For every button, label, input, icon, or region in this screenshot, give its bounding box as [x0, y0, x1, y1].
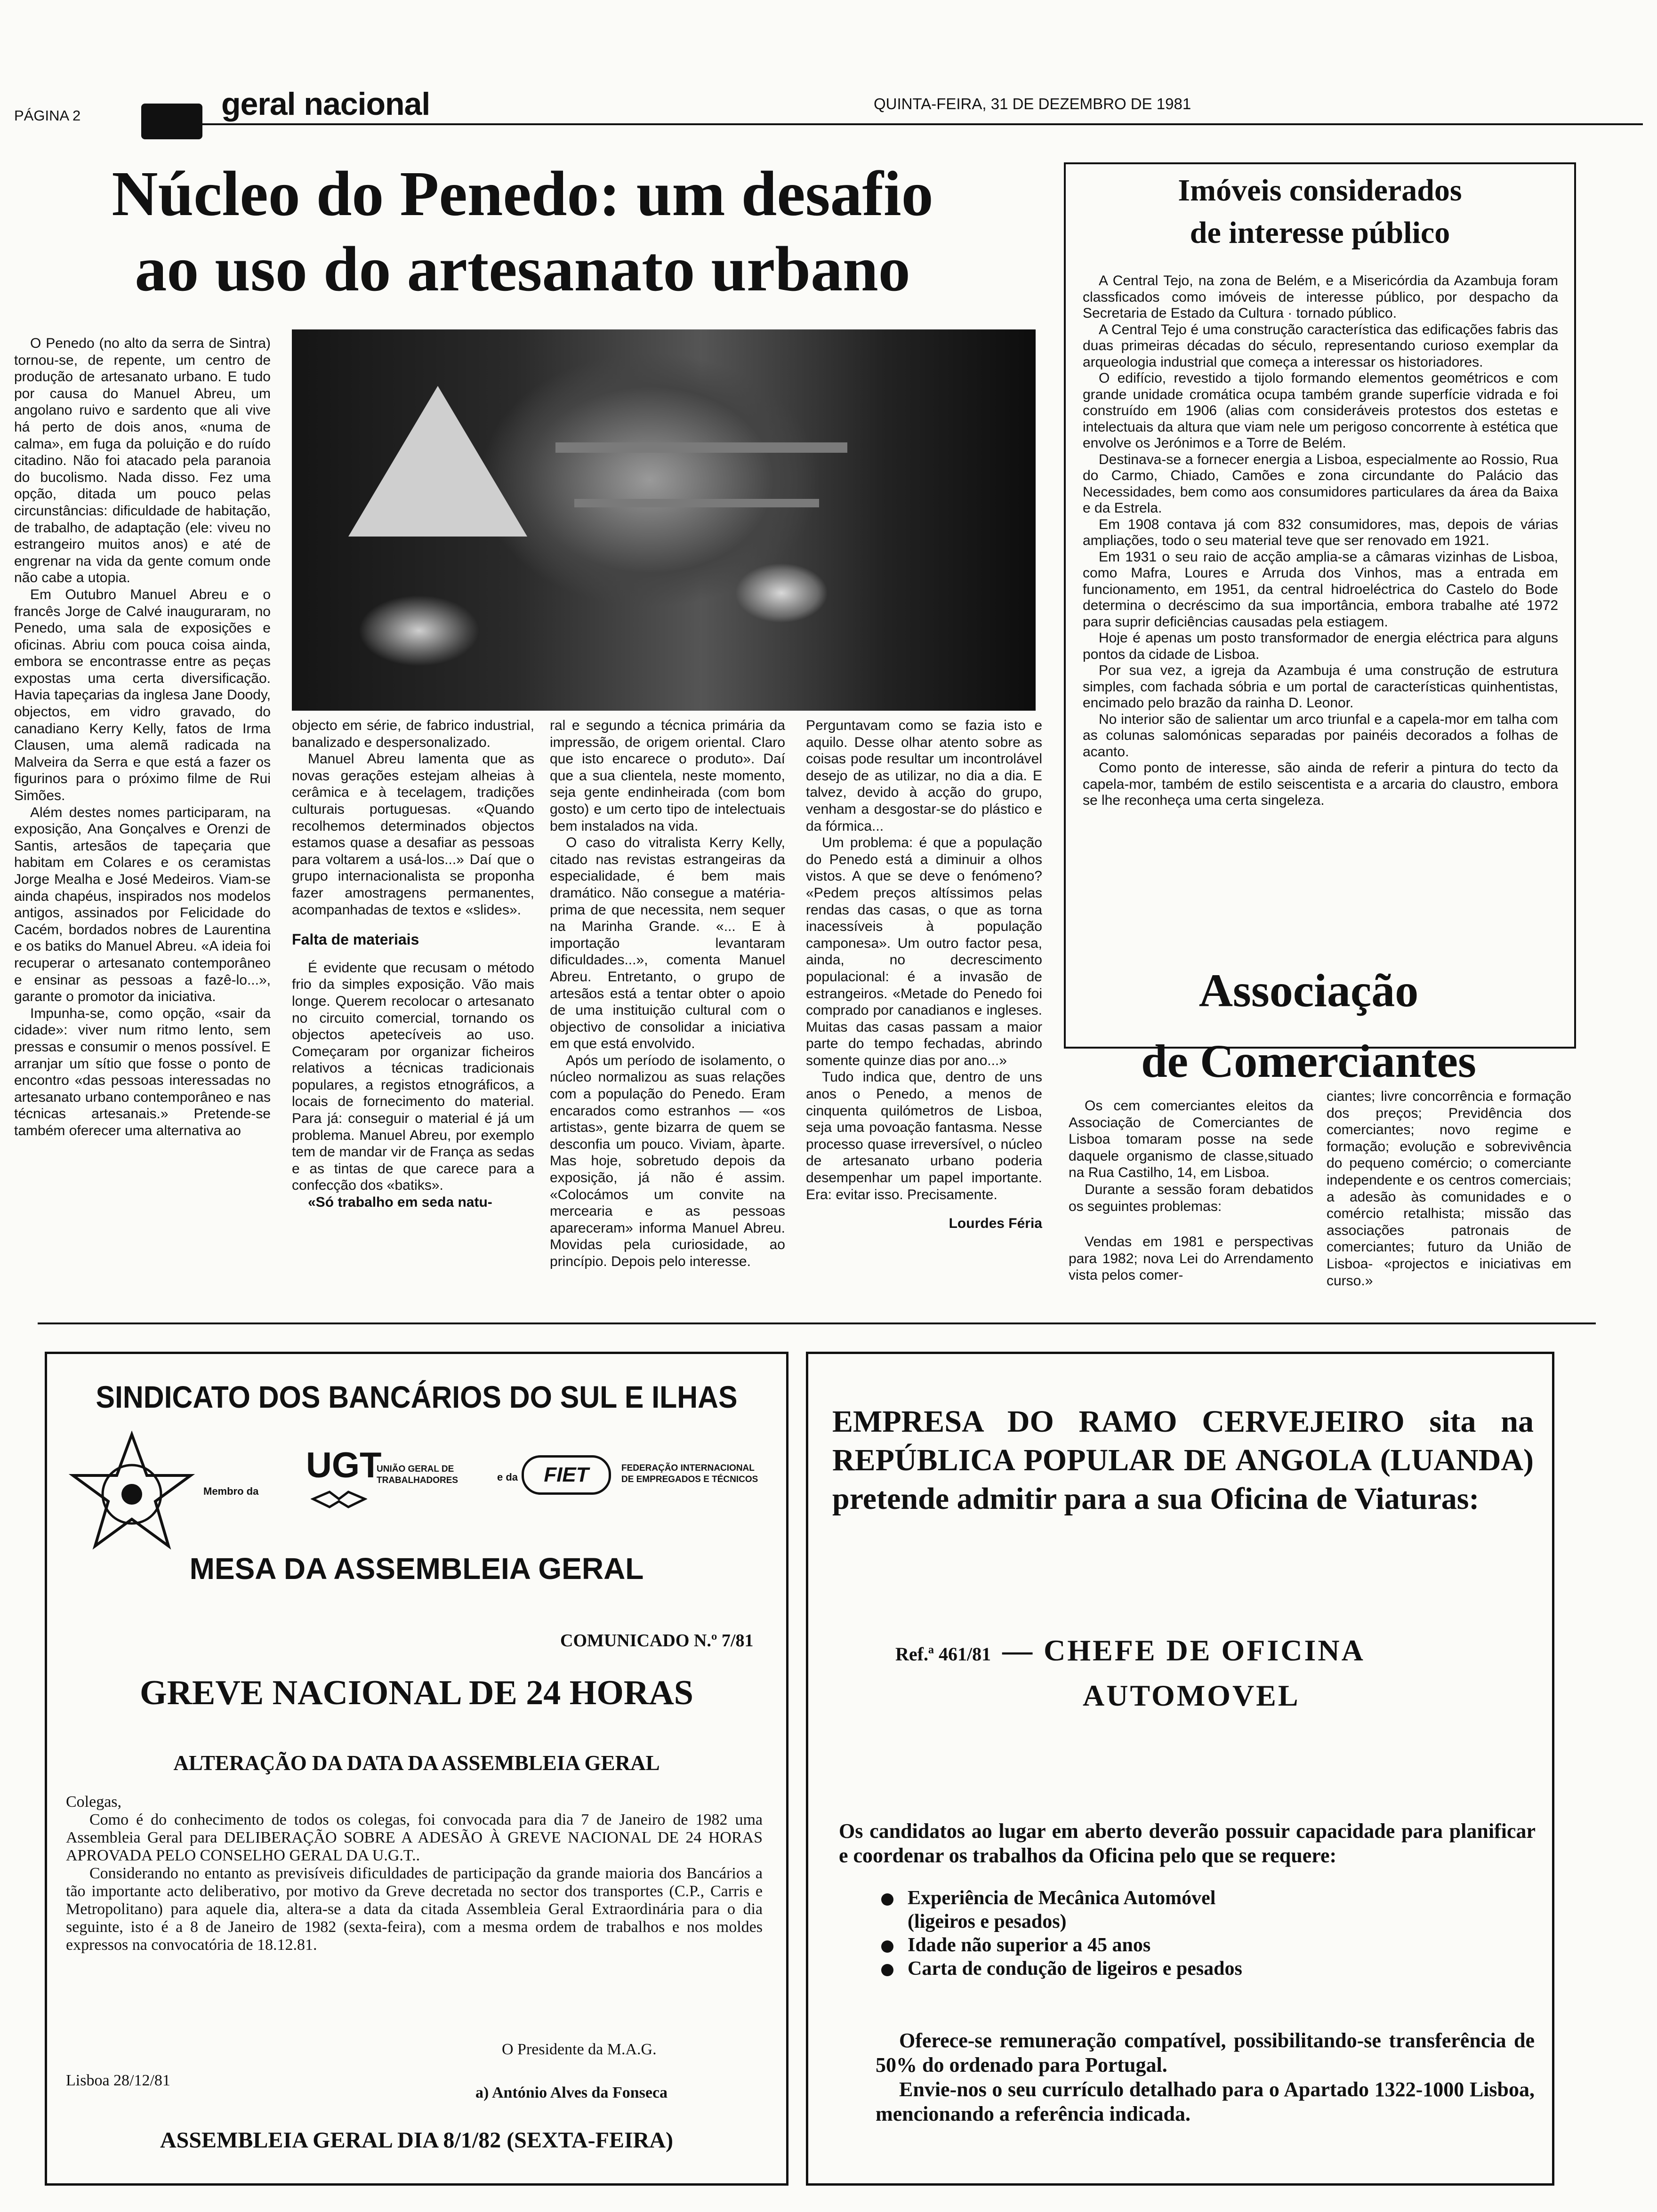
- requirement-item: [881, 1886, 1242, 1910]
- article-column-3: [550, 717, 785, 1270]
- paragraph: Um problema: é que a população do Penedo está a diminuir a olhos vistos. A que se deve o fenómeno? «Pedem preços altíssimos pelas rendas das casas, o que as torna inacessíveis à população camponesa». Um outro factor pesa, ainda, no decrescimento populacional: é a invasão de estrangeiros. «Metade do Penedo foi comprado por canadianos e ingleses. Muitas das casas passam a maior parte do tempo fechadas, abrindo somente quinze dias por ano...»: [806, 835, 1042, 1068]
- associacao-title: [1064, 955, 1553, 1097]
- sindicato-title: SINDICATO DOS BANCÁRIOS DO SUL E ILHAS: [96, 1379, 738, 1414]
- page-number: PÁGINA 2: [14, 107, 81, 124]
- paragraph: Perguntavam como se fazia isto e aquilo. Desse olhar atento sobre as coisas pode resultar um incontrolável desejo de as utilizar, no dia a dia. E talvez, devido à acção do grupo, venham a desgostar-se do plástico e da fórmica...: [806, 718, 1042, 834]
- article-column-2: [292, 717, 534, 1211]
- section-rule: [38, 1322, 1596, 1324]
- paragraph: Considerando no entanto as previsíveis dificuldades de participação da grande maioria dos Bancários a tão importante acto deliberativo, por motivo da Greve decretada no sector dos transportes (C.P., Carris e Metropolitano) para aquele dia, altera-se a data da citada Assembleia Geral Extraordinária para o dia seguinte, isto é a 8 de Janeiro de 1982 (sexta-feira), com a mesma ordem de trabalhos e nos moldes expressos na convocatória de 18.12.81.: [66, 1865, 763, 1954]
- paragraph: Por sua vez, a igreja da Azambuja é uma construção de estrutura simples, com fachada sóbria e um portal de características quinhentistas, encimado pelo brazão da rainha D. Leonor.: [1083, 663, 1558, 711]
- empresa-intro: Os candidatos ao lugar em aberto deverão possuir capacidade para planificar e coordenar os trabalhos da Oficina pelo que se requere:: [839, 1819, 1536, 1867]
- paragraph: Em 1931 o seu raio de acção amplia-se a câmaras vizinhas de Lisboa, como Mafra, Loures e Arruda dos Vinhos, mas a entrada em funcionamento, em 1951, da central hidroeléctrica do Castelo do Bode determina o decréscimo da sua importância, embora trabalhe até 1972 para suprir deficiências causadas pela estiagem.: [1083, 549, 1558, 630]
- paragraph: Como ponto de interesse, são ainda de referir a pintura do tecto da capela-mor, também de estilo seiscentista e a arcaria do claustro, embora se lhe reconheça uma certa singeleza.: [1083, 760, 1558, 808]
- requirement-text: (ligeiros e pesados): [908, 1911, 1067, 1932]
- fiet-label: FIET: [544, 1463, 589, 1486]
- sindicato-footer: ASSEMBLEIA GERAL DIA 8/1/82 (SEXTA-FEIRA): [160, 2128, 673, 2153]
- ugt-subtitle: [377, 1464, 458, 1486]
- paragraph: No interior são de salientar um arco triunfal e a capela-mor em talha com as colunas salomónicas separadas por painéis decorados a folhas de acanto.: [1083, 711, 1558, 760]
- paragraph: Hoje é apenas um posto transformador de energia eléctrica para alguns pontos da cidade de Lisboa.: [1083, 630, 1558, 662]
- associacao-column-1: [1069, 1098, 1313, 1284]
- alteracao-title: ALTERAÇÃO DA DATA DA ASSEMBLEIA GERAL: [173, 1751, 660, 1775]
- comunicado: COMUNICADO N.º 7/81: [560, 1631, 754, 1651]
- requirement-item: [881, 1933, 1242, 1957]
- paragraph: Como é do conhecimento de todos os colegas, foi convocada para dia 7 de Janeiro de 1982 uma Assembleia Geral para DELIBERAÇÃO SOBRE A ADESÃO À GREVE NACIONAL DE 24 HORAS APROVADA PELO CONSELHO GERAL DA U.G.T..: [66, 1811, 763, 1864]
- paragraph: ral e segundo a técnica primária da impressão, de origem oriental. Claro que isto encarece o produto». Daí que a sua clientela, neste momento, seja gente endinheirada (com bom gosto) e um certo tipo de intelectuais bem instalados na vida.: [550, 718, 785, 834]
- requirement-text: Carta de condução de ligeiros e pesados: [908, 1958, 1242, 1980]
- sindicato-star-logo: [66, 1431, 198, 1553]
- mesa-title: MESA DA ASSEMBLEIA GERAL: [189, 1552, 644, 1586]
- paragraph: Em 1908 contava já com 832 consumidores, mas, depois de várias ampliações, todo o seu material teve que ser renovado em 1921.: [1083, 516, 1558, 548]
- paragraph: Vendas em 1981 e perspectivas para 1982; nova Lei do Arrendamento vista pelos comer-: [1069, 1234, 1313, 1283]
- sindicato-body: [66, 1793, 763, 1954]
- subhead: Falta de materiais: [292, 931, 419, 948]
- paragraph: «Só trabalho em seda natu-: [308, 1194, 492, 1210]
- position-title-2: AUTOMOVEL: [1083, 1679, 1300, 1712]
- empresa-headline: EMPRESA DO RAMO CERVEJEIRO sita na REPÚBLICA POPULAR DE ANGOLA (LUANDA) pretende admitir para a sua Oficina de Viaturas:: [832, 1404, 1534, 1516]
- paragraph: O Penedo (no alto da serra de Sintra) tornou-se, de repente, um centro de produção de artesanato urbano. E tudo por causa do Manuel Abreu, um angolano ruivo e sardento que ali vive há perto de dois anos, «numa de calma», em fuga da poluição e do ruído citadino. Não foi atacado pela paranoia do bucolismo. Nada disso. Fez uma opção, ditada um pouco pelas circunstâncias: dificuldade de habitação, de trabalho, de adaptação (ele: viveu no estrangeiro muitos anos) e até de engrenar na vida da gente comum onde não cabe a utopia.: [14, 336, 271, 586]
- empresa-ref: [895, 1633, 1365, 1668]
- paragraph: Em Outubro Manuel Abreu e o francês Jorge de Calvé inauguraram, no Penedo, uma sala de exposições e oficinas. Abriu com pouca coisa ainda, embora se encontrasse entre as peças expostas uma certa diversificação. Havia tapeçarias da inglesa Jane Doody, objectos, em vidro gravado, do canadiano Kerry Kelly, fatos de Irma Clausen, uma alemã radicada na Malveira da Serra e que está a fazer os figurinos para o próximo filme de Rui Simões.: [14, 586, 271, 804]
- lisboa-date: Lisboa 28/12/81: [66, 2072, 170, 2089]
- headline: [0, 156, 1045, 307]
- fiet-logo: [522, 1455, 611, 1495]
- requirement-item: [881, 1957, 1242, 1980]
- associacao-title-line-1: Associação: [1199, 964, 1419, 1017]
- imoveis-title-line-1: Imóveis considerados: [1178, 173, 1462, 208]
- requirements-list: [881, 1886, 1242, 1980]
- bullet-icon: [881, 1940, 893, 1953]
- header-rule: [202, 123, 1643, 125]
- issue-date: QUINTA-FEIRA, 31 DE DEZEMBRO DE 1981: [874, 95, 1191, 112]
- imoveis-title: [1064, 169, 1576, 254]
- section-title: geral nacional: [221, 86, 430, 122]
- paragraph: A Central Tejo é uma construção característica das edificações fabris das duas primeiras décadas do século, representando curioso exemplar da arqueologia industrial que começa a interessar os historiadores.: [1083, 321, 1558, 370]
- paragraph: A Central Tejo, na zona de Belém, e a Misericórdia da Azambuja foram classficados como imóveis de interesse público, por despacho da Secretaria de Estado da Cultura · tornado público.: [1083, 273, 1558, 321]
- paragraph: Impunha-se, como opção, «sair da cidade»: viver num ritmo lento, sem pressas e consumir o menos possível. E arranjar um sítio que fosse o ponto de encontro «das pessoas interessadas no artesanato urbano contemporâneo e nas técnicas artesanais.» Pretende-se também oferecer uma alternativa ao: [14, 1005, 271, 1138]
- associacao-title-line-2: de Comerciantes: [1141, 1035, 1476, 1087]
- headline-line-2: ao uso do artesanato urbano: [135, 234, 910, 305]
- position-title: — CHEFE DE OFICINA: [1002, 1634, 1365, 1667]
- paragraph: objecto em série, de fabrico industrial, banalizado e despersonalizado.: [292, 718, 534, 750]
- paragraph: É evidente que recusam o método frio da simples exposição. Vão mais longe. Querem recolocar o artesanato no circuito comercial, tornando os objectos apetecíveis ao uso. Começaram por organizar ficheiros relativos a técnicas tradicionais populares, a registos etnográficos, a locais de fornecimento do material. Para já: conseguir o material é já um problema. Manuel Abreu, por exemplo tem de mandar vir de França as sedas e as tintas de que carece para a confecção dos «batiks».: [292, 960, 534, 1194]
- requirement-text: Idade não superior a 45 anos: [908, 1934, 1151, 1956]
- article-photo: [292, 329, 1036, 711]
- paragraph: Os cem comerciantes eleitos da Associação de Comerciantes de Lisboa tomaram posse na sede daquele organismo de classe,situado na Rua Castilho, 14, em Lisboa.: [1069, 1098, 1313, 1181]
- imoveis-text: [1083, 273, 1558, 809]
- presidente: O Presidente da M.A.G.: [502, 2041, 657, 2058]
- article-column-1: [14, 335, 271, 1139]
- paragraph: Destinava-se a fornecer energia a Lisboa, especialmente ao Rossio, Rua do Carmo, Chiado, Camões e zona circundante do Palácio das Necessidades, bem como aos consumidores particulares da área da Baixa e da Estrela.: [1083, 451, 1558, 516]
- greve-title: GREVE NACIONAL DE 24 HORAS: [140, 1674, 693, 1712]
- ugt-logo: UGT: [306, 1445, 382, 1485]
- paragraph: Tudo indica que, dentro de uns anos o Penedo, a menos de cinquenta quilómetros de Lisboa, seja uma povoação fantasma. Nesse processo quase irreversível, o núcleo de artesanato urbano poderia desempenhar um papel importante. Era: evitar isso. Precisamente.: [806, 1069, 1042, 1202]
- signature: a) António Alves da Fonseca: [475, 2084, 668, 2101]
- empresa-offer: [876, 2028, 1535, 2126]
- fiet-subtitle-line: DE EMPREGADOS E TÉCNICOS: [621, 1475, 758, 1484]
- paragraph: O caso do vitralista Kerry Kelly, citado nas revistas estrangeiras da especialidade, é bem mais dramático. Não consegue a matéria-prima de que necessita, nem sequer na Marinha Grande. «... E à importação levantaram dificuldades...», comenta Manuel Abreu. Entretanto, o grupo de artesãos está a tentar obter o apoio de uma instituição cultural com o objectivo de consolidar a iniciativa em que está envolvido.: [550, 835, 785, 1052]
- paragraph: O edifício, revestido a tijolo formando elementos geométricos e com grande unidade cromática ocupa também grande superfície vidrada e foi construído em 1906 (alias com consideráveis protestos dos estetas e intelectuais da altura que viam nele um perigoso concorrente à estética que envolve os Jerónimos e a Torre de Belém.: [1083, 370, 1558, 451]
- paragraph: ciantes; livre concorrência e formação dos preços; Previdência dos comerciantes; novo regime e formação; evolução e sobrevivência do pequeno comércio; o comerciante independente e os centros comerciais; a adesão às comunidades e o comércio retalhista; missão das associações patronais de comerciantes; futuro da União de Lisboa- «projectos e iniciativas em curso.»: [1327, 1089, 1571, 1289]
- paragraph: Manuel Abreu lamenta que as novas gerações estejam alheias à cerâmica e à tecelagem, tradições culturais portuguesas. «Quando recolhemos determinados objectos estamos quase a desafiar as pessoas para voltarem a usá-los...» Daí que o grupo internacionalista se proponha fazer amostragens permanentes, acompanhadas de textos e «slides».: [292, 751, 534, 918]
- ugt-subtitle-line: UNIÃO GERAL DE: [377, 1464, 454, 1474]
- bullet-icon: [881, 1893, 893, 1906]
- paragraph: Oferece-se remuneração compatível, possibilitando-se transferência de 50% do ordenado para Portugal.: [876, 2029, 1535, 2076]
- photo-triangle-artwork: [348, 386, 527, 537]
- section-logo: [141, 104, 202, 139]
- imoveis-title-line-2: de interesse público: [1190, 216, 1450, 250]
- ref-number: Ref.ª 461/81: [895, 1643, 991, 1665]
- article-column-4: [806, 717, 1042, 1232]
- associacao-column-2: [1327, 1088, 1571, 1289]
- requirement-text: Experiência de Mecânica Automóvel: [908, 1887, 1216, 1909]
- fiet-subtitle: [621, 1463, 758, 1485]
- paragraph: Após um período de isolamento, o núcleo normalizou as suas relações com a população do Penedo. Eram encarados como estranhos — «os artistas», gente bizarra de quem se desconfia um pouco. Viviam, àparte. Mas hoje, sobretudo depois da exposição, já não é assim. «Colocámos um convite na mercearia e as pessoas apareceram» informa Manuel Abreu. Movidas pela curiosidade, ao princípio. Depois pelo interesse.: [550, 1052, 785, 1269]
- photo-shelf: [555, 442, 847, 453]
- paragraph: Envie-nos o seu currículo detalhado para o Apartado 1322-1000 Lisboa, mencionando a referência indicada.: [876, 2078, 1535, 2125]
- membro-label: Membro da: [203, 1485, 259, 1497]
- handshake-icon: [311, 1487, 367, 1513]
- colegas: Colegas,: [66, 1793, 122, 1811]
- photo-shelf: [574, 499, 819, 507]
- requirement-item: [881, 1910, 1242, 1933]
- bullet-icon: [881, 1964, 893, 1976]
- byline: Lourdes Féria: [949, 1216, 1042, 1232]
- ugt-subtitle-line: TRABALHADORES: [377, 1475, 458, 1485]
- eda-label: e da: [497, 1471, 518, 1483]
- paragraph: Além destes nomes participaram, na exposição, Ana Gonçalves e Orenzi de Santis, artesãos de tapeçaria que habitam em Colares e os ceramistas Jorge Mealha e José Medeiros. Viam-se ainda chapéus, inspirados nos modelos antigos, assinados por Felicidade do Cacém, bordados nobres de Laurentina e os batiks do Manuel Abreu. «A ideia foi recuperar o artesanato contemporâneo e ensinar as pessoas a fazê-lo...», garante o promotor da iniciativa.: [14, 804, 271, 1005]
- paragraph: Durante a sessão foram debatidos os seguintes problemas:: [1069, 1181, 1313, 1214]
- fiet-subtitle-line: FEDERAÇÃO INTERNACIONAL: [621, 1463, 755, 1473]
- headline-line-1: Núcleo do Penedo: um desafio: [112, 159, 933, 229]
